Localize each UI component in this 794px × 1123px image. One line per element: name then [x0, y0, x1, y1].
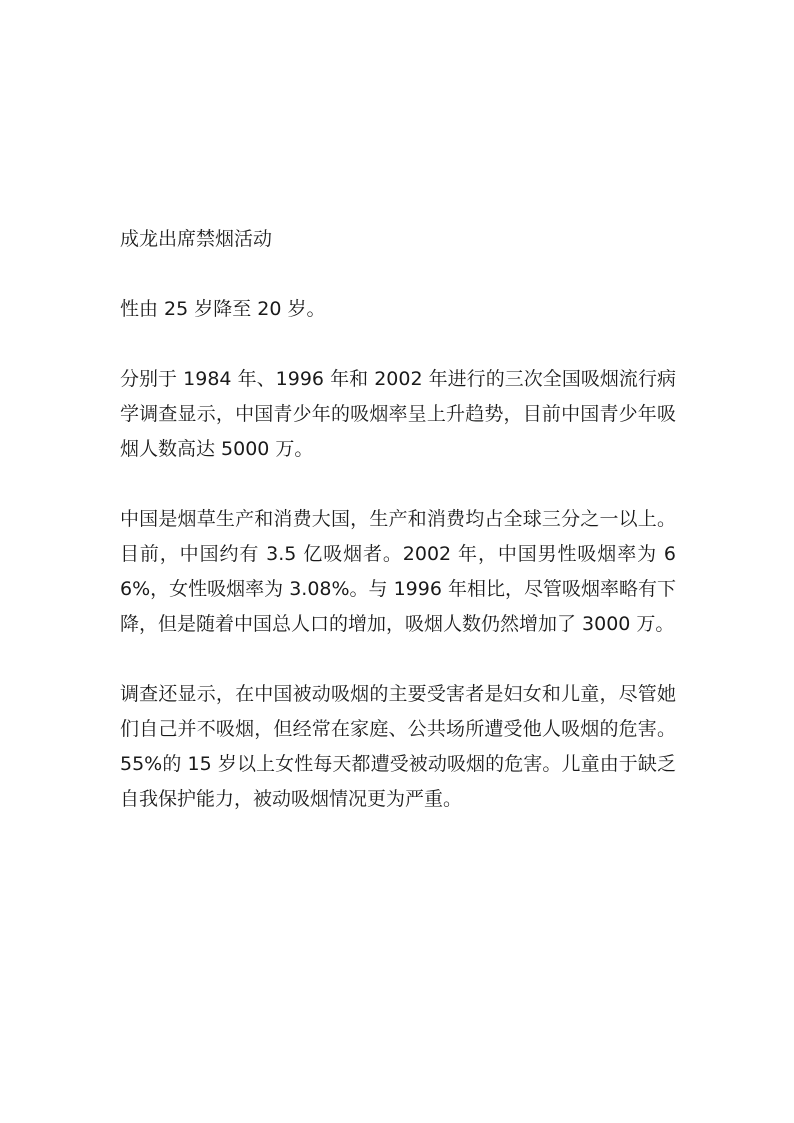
paragraph: 分别于 1984 年、1996 年和 2002 年进行的三次全国吸烟流行病学调查显示，中国青少年的吸烟率呈上升趋势，目前中国青少年吸烟人数高达 5000 万。 — [120, 368, 676, 460]
document-body — [120, 222, 676, 817]
paragraph: 中国是烟草生产和消费大国，生产和消费均占全球三分之一以上。目前，中国约有 3.5 亿吸烟者。2002 年，中国男性吸烟率为 66%，女性吸烟率为 3.08%。与 1996 年相比，尽管吸烟率略有下降，但是随着中国总人口的增加，吸烟人数仍然增加了 3000 万。 — [120, 508, 676, 635]
document-title: 成龙出席禁烟活动 — [120, 228, 273, 250]
paragraph: 性由 25 岁降至 20 岁。 — [120, 298, 326, 320]
paragraph: 调查还显示，在中国被动吸烟的主要受害者是妇女和儿童，尽管她们自己并不吸烟，但经常在家庭、公共场所遭受他人吸烟的危害。55%的 15 岁以上女性每天都遭受被动吸烟的危害。儿童由于缺乏自我保护能力，被动吸烟情况更为严重。 — [120, 683, 676, 810]
